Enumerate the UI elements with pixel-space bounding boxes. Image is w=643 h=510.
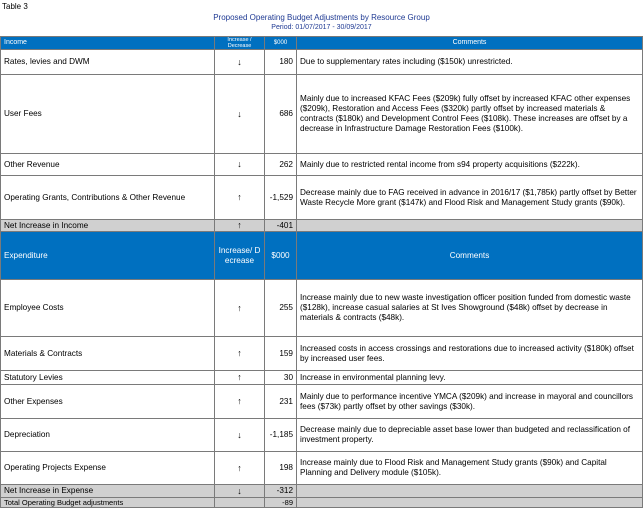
- row-amount: 231: [265, 385, 297, 419]
- row-comment: Decrease mainly due to FAG received in advance in 2016/17 ($1,785k) partly offset by Better Waste Recycle More grant ($147k) and Flood Risk and Management Study grants ($90k).: [297, 176, 643, 220]
- row-amount: 180: [265, 50, 297, 75]
- income-header-label: Income: [1, 37, 215, 50]
- direction-icon: ↑: [215, 385, 265, 419]
- row-amount: 159: [265, 337, 297, 371]
- row-comment: Mainly due to performance incentive YMCA ($209k) and increase in mayoral and councillors fees ($73k) partly offset by other savings ($30k).: [297, 385, 643, 419]
- table-row: [1, 385, 643, 419]
- direction-icon: ↓: [215, 485, 265, 498]
- row-label: Other Expenses: [1, 385, 215, 419]
- grand-total-indicator: [215, 498, 265, 508]
- direction-icon: ↑: [215, 337, 265, 371]
- grand-total-label: Total Operating Budget adjustments: [1, 498, 215, 508]
- row-label: User Fees: [1, 75, 215, 154]
- row-label: Operating Grants, Contributions & Other Revenue: [1, 176, 215, 220]
- income-total-comment: [297, 220, 643, 232]
- row-comment: Increase mainly due to new waste investigation officer position funded from domestic waste ($128k), increase casual salaries at St Ives Showground ($48k) offset by decrease in materials & contracts ($48k).: [297, 280, 643, 337]
- income-header-amount: $000: [265, 37, 297, 50]
- row-comment: Mainly due to increased KFAC Fees ($209k) fully offset by increased KFAC other expenses ($209k), Restoration and Access Fees ($320k) partly offset by increased materials & contracts ($180k) and Development Control Fees ($108k). These increases are offset by a decrease in Infrastructure Damage Restoration Fees ($100k).: [297, 75, 643, 154]
- row-amount: 30: [265, 371, 297, 385]
- table-row: [1, 419, 643, 452]
- table-row: [1, 75, 643, 154]
- row-comment: Increase in environmental planning levy.: [297, 371, 643, 385]
- row-label: Materials & Contracts: [1, 337, 215, 371]
- expenditure-header-amount: $000: [265, 232, 297, 280]
- row-comment: Increase mainly due to Flood Risk and Management Study grants ($90k) and Capital Planning and Delivery module ($105k).: [297, 452, 643, 485]
- page-title: Proposed Operating Budget Adjustments by Resource Group: [213, 13, 430, 22]
- row-label: Statutory Levies: [1, 371, 215, 385]
- row-amount: 255: [265, 280, 297, 337]
- period-label: Period: 01/07/2017 - 30/09/2017: [271, 24, 372, 31]
- direction-icon: ↑: [215, 176, 265, 220]
- row-comment: Increased costs in access crossings and restorations due to increased activity ($180k) offset by increased user fees.: [297, 337, 643, 371]
- grand-total-row: [1, 498, 643, 508]
- row-amount: 262: [265, 154, 297, 176]
- income-header-indicator: Increase / Decrease: [215, 37, 265, 50]
- expenditure-header-row: [1, 232, 643, 280]
- row-label: Other Revenue: [1, 154, 215, 176]
- grand-total-amount: -89: [265, 498, 297, 508]
- table-row: [1, 280, 643, 337]
- table-row: [1, 452, 643, 485]
- expenditure-total-row: [1, 485, 643, 498]
- expenditure-header-label: Expenditure: [1, 232, 215, 280]
- income-total-amount: -401: [265, 220, 297, 232]
- row-amount: 198: [265, 452, 297, 485]
- expenditure-header-indicator: Increase/ Decrease: [215, 232, 265, 280]
- direction-icon: ↑: [215, 280, 265, 337]
- row-comment: Decrease mainly due to depreciable asset base lower than budgeted and reclassification of investment property.: [297, 419, 643, 452]
- income-total-label: Net Increase in Income: [1, 220, 215, 232]
- income-header-comments: Comments: [297, 37, 643, 50]
- direction-icon: ↑: [215, 371, 265, 385]
- direction-icon: ↓: [215, 154, 265, 176]
- row-label: Rates, levies and DWM: [1, 50, 215, 75]
- expenditure-total-amount: -312: [265, 485, 297, 498]
- direction-icon: ↓: [215, 419, 265, 452]
- table-row: [1, 371, 643, 385]
- row-label: Depreciation: [1, 419, 215, 452]
- row-amount: -1,529: [265, 176, 297, 220]
- table-row: [1, 337, 643, 371]
- row-label: Employee Costs: [1, 280, 215, 337]
- income-total-row: [1, 220, 643, 232]
- row-comment: Mainly due to restricted rental income from s94 property acquisitions ($222k).: [297, 154, 643, 176]
- direction-icon: ↓: [215, 75, 265, 154]
- direction-icon: ↓: [215, 50, 265, 75]
- row-label: Operating Projects Expense: [1, 452, 215, 485]
- grand-total-comment: [297, 498, 643, 508]
- income-header-row: [1, 37, 643, 50]
- expenditure-header-comments: Comments: [297, 232, 643, 280]
- expenditure-total-comment: [297, 485, 643, 498]
- table-row: [1, 50, 643, 75]
- table-row: [1, 154, 643, 176]
- row-comment: Due to supplementary rates including ($150k) unrestricted.: [297, 50, 643, 75]
- row-amount: -1,185: [265, 419, 297, 452]
- table-label: Table 3: [2, 2, 28, 11]
- table-row: [1, 176, 643, 220]
- budget-table: [0, 36, 643, 508]
- direction-icon: ↑: [215, 220, 265, 232]
- direction-icon: ↑: [215, 452, 265, 485]
- row-amount: 686: [265, 75, 297, 154]
- expenditure-total-label: Net Increase in Expense: [1, 485, 215, 498]
